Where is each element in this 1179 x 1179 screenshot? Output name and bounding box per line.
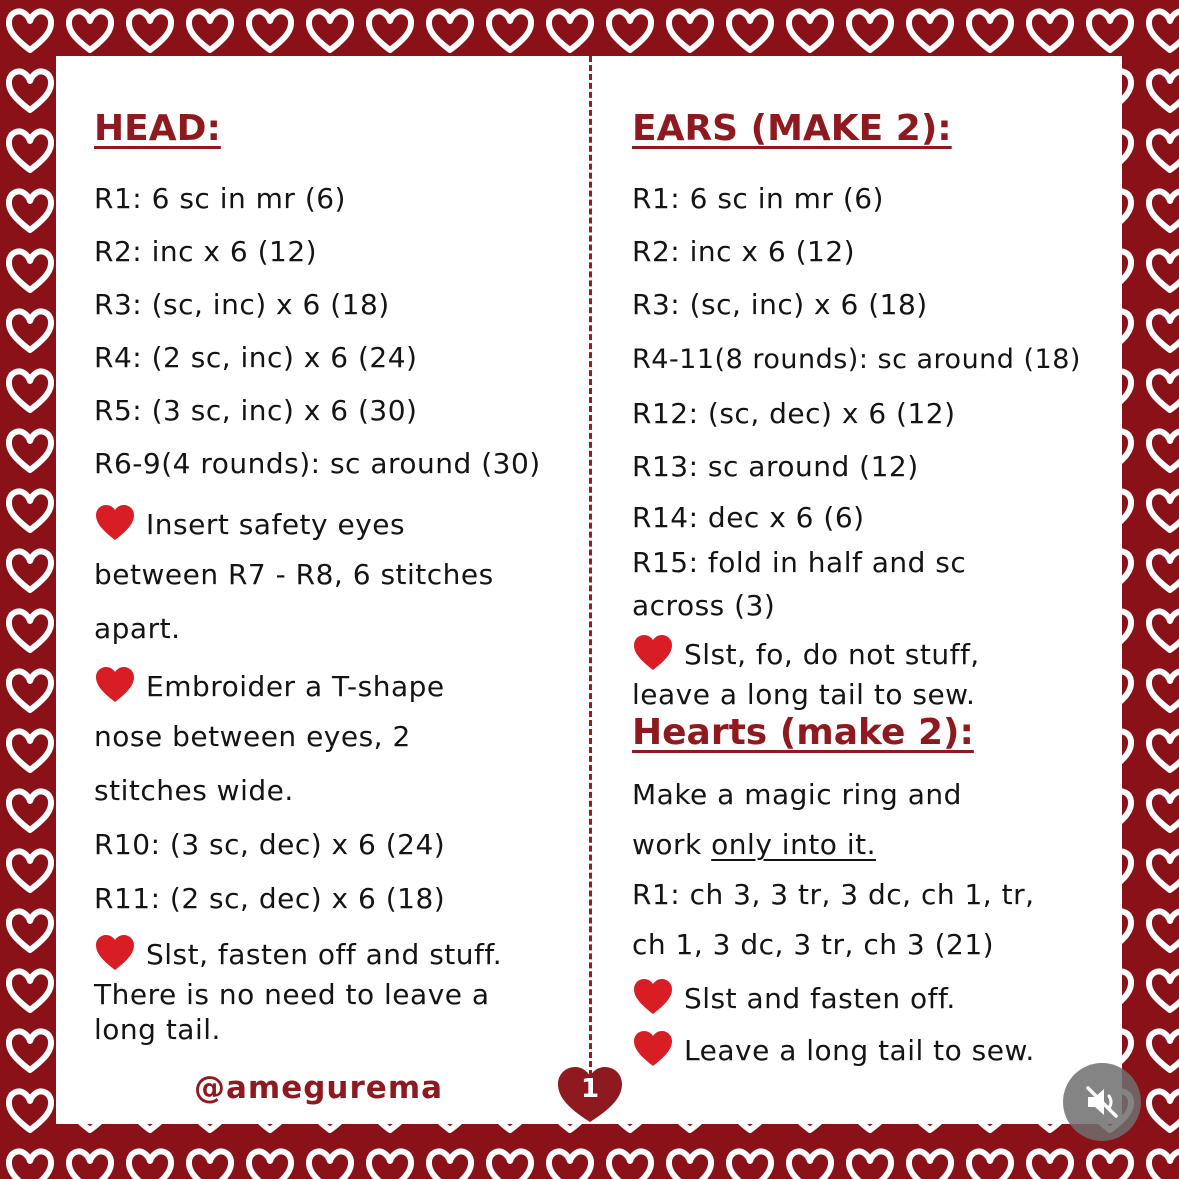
head-note-eyes-line-2: between R7 - R8, 6 stitches xyxy=(94,558,494,591)
hearts-note-finish xyxy=(632,978,956,1016)
ears-title: EARS (MAKE 2): xyxy=(632,108,952,149)
heart-bullet-icon xyxy=(632,978,674,1016)
speaker-muted-icon xyxy=(1082,1082,1122,1122)
head-note-nose-line-2: nose between eyes, 2 xyxy=(94,720,411,753)
ears-row-2: R2: inc x 6 (12) xyxy=(632,235,856,268)
ears-row-3: R3: (sc, inc) x 6 (18) xyxy=(632,288,928,321)
ears-note-finish xyxy=(632,634,980,672)
head-row-11: R11: (2 sc, dec) x 6 (18) xyxy=(94,882,446,915)
hearts-line-2-underlined: only into it. xyxy=(711,828,876,861)
ears-row-12: R12: (sc, dec) x 6 (12) xyxy=(632,397,956,430)
ears-row-13: R13: sc around (12) xyxy=(632,450,919,483)
hearts-row-1-line-2: ch 1, 3 dc, 3 tr, ch 3 (21) xyxy=(632,928,995,961)
head-note-eyes-text: Insert safety eyes xyxy=(146,508,406,541)
head-note-eyes-line-3: apart. xyxy=(94,612,181,645)
heart-bullet-icon xyxy=(94,666,136,704)
hearts-title: Hearts (make 2): xyxy=(632,712,974,753)
ears-note-finish-text: Slst, fo, do not stuff, xyxy=(684,638,980,671)
head-note-finish-line-2: There is no need to leave a xyxy=(94,978,490,1011)
head-title: HEAD: xyxy=(94,108,221,149)
heart-bullet-icon xyxy=(632,1030,674,1068)
heart-bullet-icon xyxy=(632,634,674,672)
page-number-badge xyxy=(556,1064,624,1124)
head-row-5: R5: (3 sc, inc) x 6 (30) xyxy=(94,394,418,427)
hearts-note-finish-text: Slst and fasten off. xyxy=(684,982,956,1015)
head-row-4: R4: (2 sc, inc) x 6 (24) xyxy=(94,341,418,374)
head-row-2: R2: inc x 6 (12) xyxy=(94,235,318,268)
ears-row-14: R14: dec x 6 (6) xyxy=(632,501,865,534)
hearts-row-1: R1: ch 3, 3 tr, 3 dc, ch 1, tr, xyxy=(632,878,1035,911)
hearts-note-tail-text: Leave a long tail to sew. xyxy=(684,1034,1035,1067)
hearts-line-2-start: work xyxy=(632,828,712,861)
head-note-nose xyxy=(94,666,445,704)
head-note-finish-text: Slst, fasten off and stuff. xyxy=(146,938,503,971)
heart-bullet-icon xyxy=(94,504,136,542)
ears-row-15: R15: fold in half and sc xyxy=(632,546,967,579)
page-number: 1 xyxy=(580,1074,600,1104)
ears-row-15-line-2: across (3) xyxy=(632,589,776,622)
head-note-finish xyxy=(94,934,502,972)
head-row-6: R6-9(4 rounds): sc around (30) xyxy=(94,447,541,480)
pattern-card xyxy=(56,56,1122,1124)
ears-note-finish-line-2: leave a long tail to sew. xyxy=(632,678,976,711)
head-note-eyes xyxy=(94,504,405,542)
head-row-10: R10: (3 sc, dec) x 6 (24) xyxy=(94,828,446,861)
ears-row-4-11: R4-11(8 rounds): sc around (18) xyxy=(632,344,1081,375)
hearts-note-tail xyxy=(632,1030,1035,1068)
dashed-divider xyxy=(589,56,592,1076)
head-note-nose-line-3: stitches wide. xyxy=(94,774,294,807)
hearts-line-2 xyxy=(632,828,876,861)
head-row-3: R3: (sc, inc) x 6 (18) xyxy=(94,288,390,321)
hearts-line-1: Make a magic ring and xyxy=(632,778,962,811)
author-handle: @amegurema xyxy=(194,1070,444,1106)
head-note-finish-line-3: long tail. xyxy=(94,1013,221,1046)
ears-row-1: R1: 6 sc in mr (6) xyxy=(632,182,884,215)
heart-bullet-icon xyxy=(94,934,136,972)
head-row-1: R1: 6 sc in mr (6) xyxy=(94,182,346,215)
mute-button[interactable] xyxy=(1063,1063,1141,1141)
head-note-nose-text: Embroider a T-shape xyxy=(146,670,445,703)
